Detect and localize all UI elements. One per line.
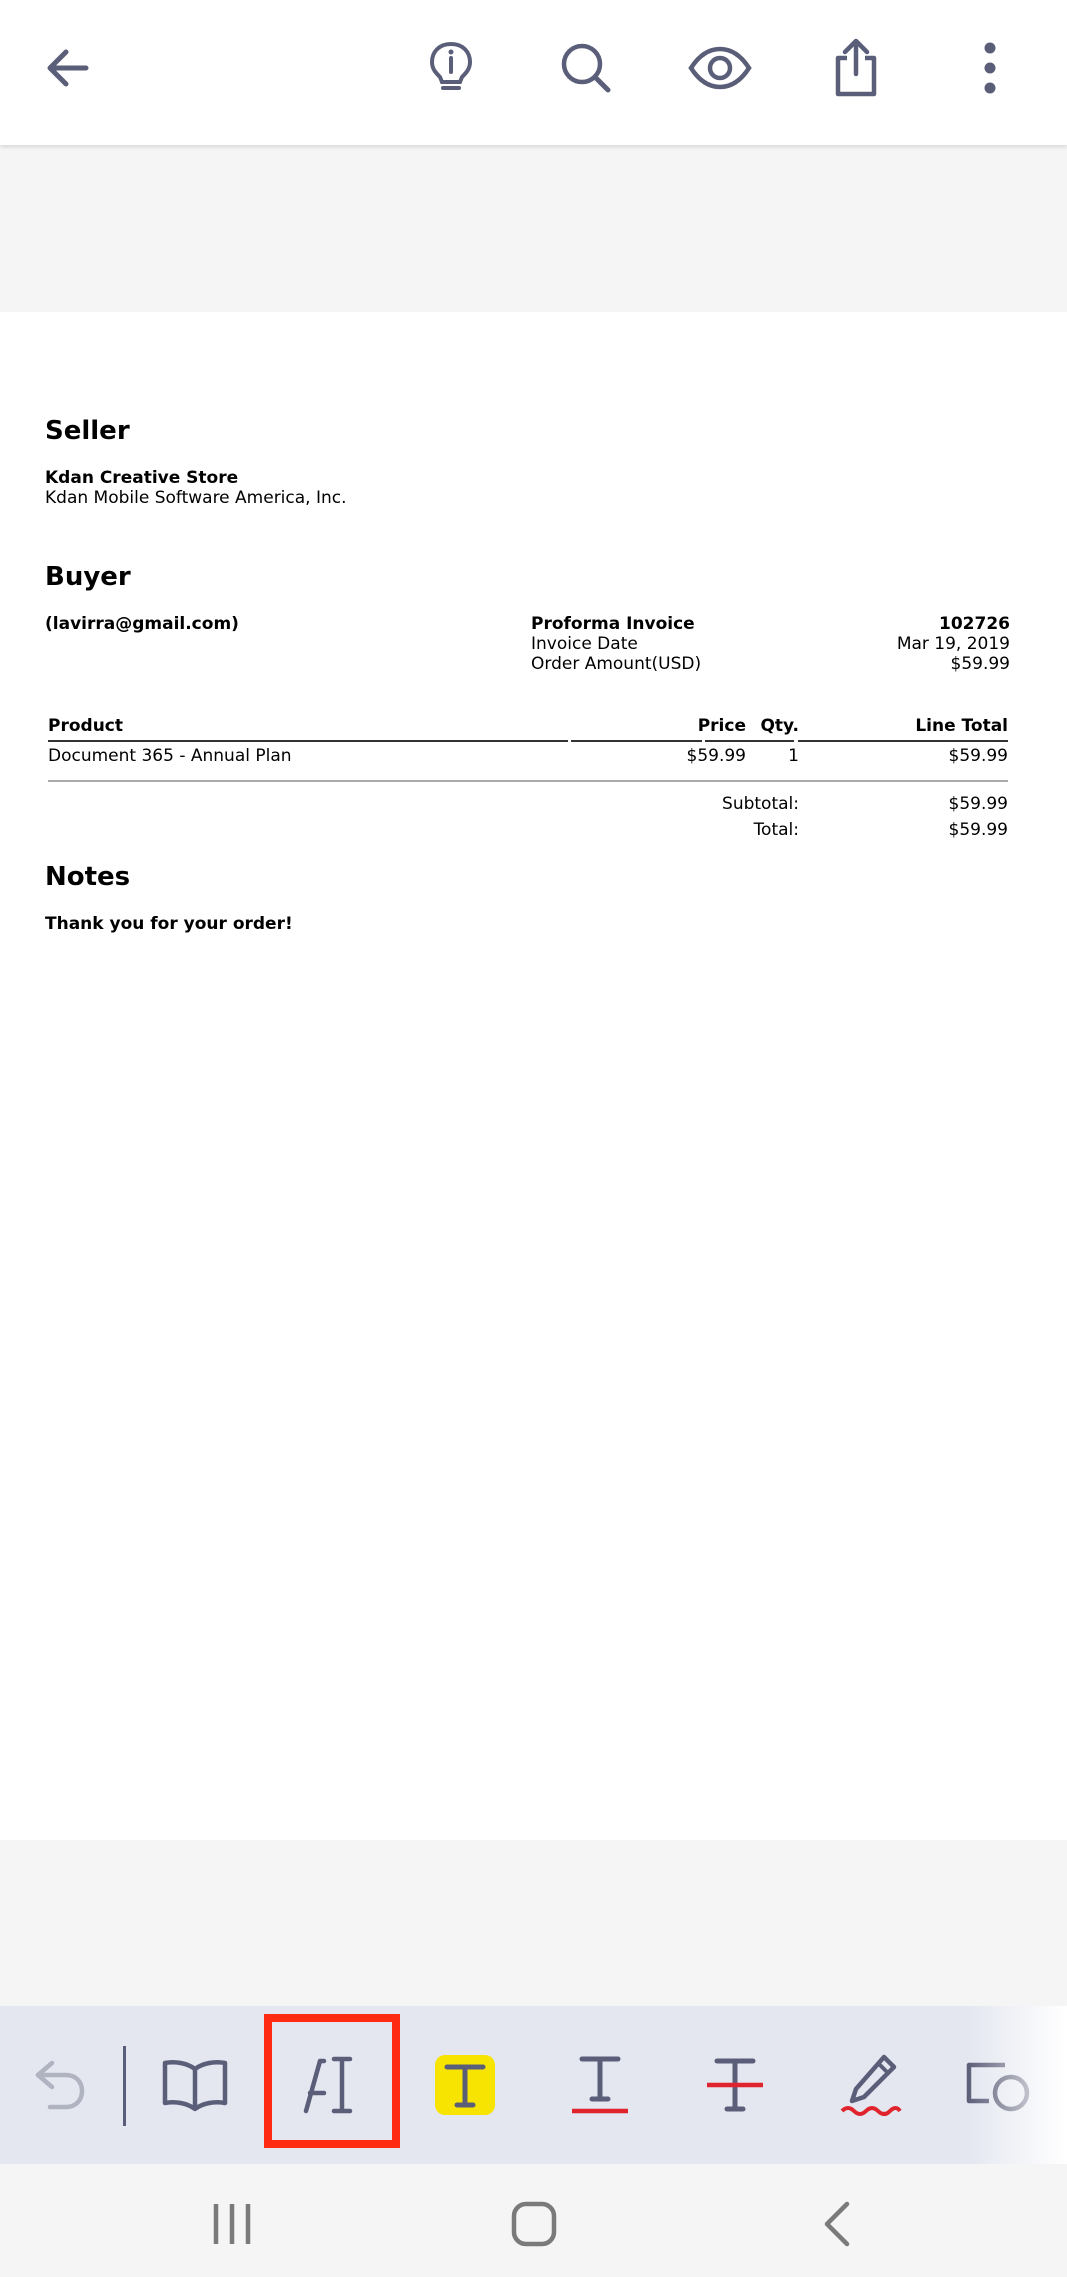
buyer-heading: Buyer bbox=[45, 562, 131, 592]
seller-heading: Seller bbox=[45, 416, 130, 446]
invoice-label: Proforma Invoice bbox=[531, 614, 695, 634]
col-header-line-total: Line Total bbox=[915, 716, 1008, 736]
invoice-number: 102726 bbox=[939, 614, 1010, 634]
back-arrow-icon[interactable] bbox=[36, 36, 100, 100]
toolbar-divider bbox=[123, 2046, 126, 2126]
squiggly-pen-icon[interactable] bbox=[810, 2016, 930, 2154]
table-row-price: $59.99 bbox=[686, 746, 746, 766]
recent-apps-icon[interactable] bbox=[192, 2184, 272, 2264]
toolbar-scroll-fade bbox=[967, 2006, 1067, 2164]
invoice-date: Mar 19, 2019 bbox=[896, 634, 1010, 654]
table-row-line-total: $59.99 bbox=[948, 746, 1008, 766]
home-icon[interactable] bbox=[494, 2184, 574, 2264]
top-app-bar bbox=[0, 0, 1067, 145]
seller-company: Kdan Mobile Software America, Inc. bbox=[45, 488, 347, 508]
share-icon[interactable] bbox=[824, 36, 888, 100]
total-value: $59.99 bbox=[948, 820, 1008, 840]
table-row-qty: 1 bbox=[788, 746, 799, 766]
buyer-email: (lavirra@gmail.com) bbox=[45, 614, 239, 634]
annotation-toolbar bbox=[0, 2006, 1067, 2164]
col-header-product: Product bbox=[48, 716, 123, 736]
header-rule bbox=[798, 740, 1008, 742]
lightbulb-icon[interactable] bbox=[419, 36, 483, 100]
table-row-product: Document 365 - Annual Plan bbox=[48, 746, 292, 766]
document-page bbox=[0, 312, 1067, 1840]
order-amount: $59.99 bbox=[950, 654, 1010, 674]
subtotal-value: $59.99 bbox=[948, 794, 1008, 814]
invoice-date-label: Invoice Date bbox=[531, 634, 638, 654]
header-rule bbox=[48, 740, 568, 742]
col-header-qty: Qty. bbox=[760, 716, 799, 736]
more-vertical-icon[interactable] bbox=[958, 36, 1022, 100]
strikethrough-icon[interactable] bbox=[675, 2016, 795, 2154]
order-amount-label: Order Amount(USD) bbox=[531, 654, 702, 674]
table-bottom-rule bbox=[48, 780, 1008, 782]
total-label: Total: bbox=[753, 820, 799, 840]
seller-name: Kdan Creative Store bbox=[45, 468, 239, 488]
system-nav-bar bbox=[0, 2164, 1067, 2277]
col-header-price: Price bbox=[697, 716, 746, 736]
notes-text: Thank you for your order! bbox=[45, 914, 293, 934]
underline-icon[interactable] bbox=[540, 2016, 660, 2154]
highlight-icon[interactable] bbox=[405, 2016, 525, 2154]
notes-heading: Notes bbox=[45, 862, 131, 892]
reader-mode-icon[interactable] bbox=[135, 2016, 255, 2154]
search-icon[interactable] bbox=[554, 36, 618, 100]
selected-tool-highlight bbox=[264, 2014, 400, 2148]
eye-icon[interactable] bbox=[688, 36, 752, 100]
subtotal-label: Subtotal: bbox=[722, 794, 799, 814]
system-back-icon[interactable] bbox=[797, 2184, 877, 2264]
undo-icon[interactable] bbox=[0, 2016, 120, 2154]
header-rule bbox=[571, 740, 702, 742]
header-rule bbox=[705, 740, 794, 742]
